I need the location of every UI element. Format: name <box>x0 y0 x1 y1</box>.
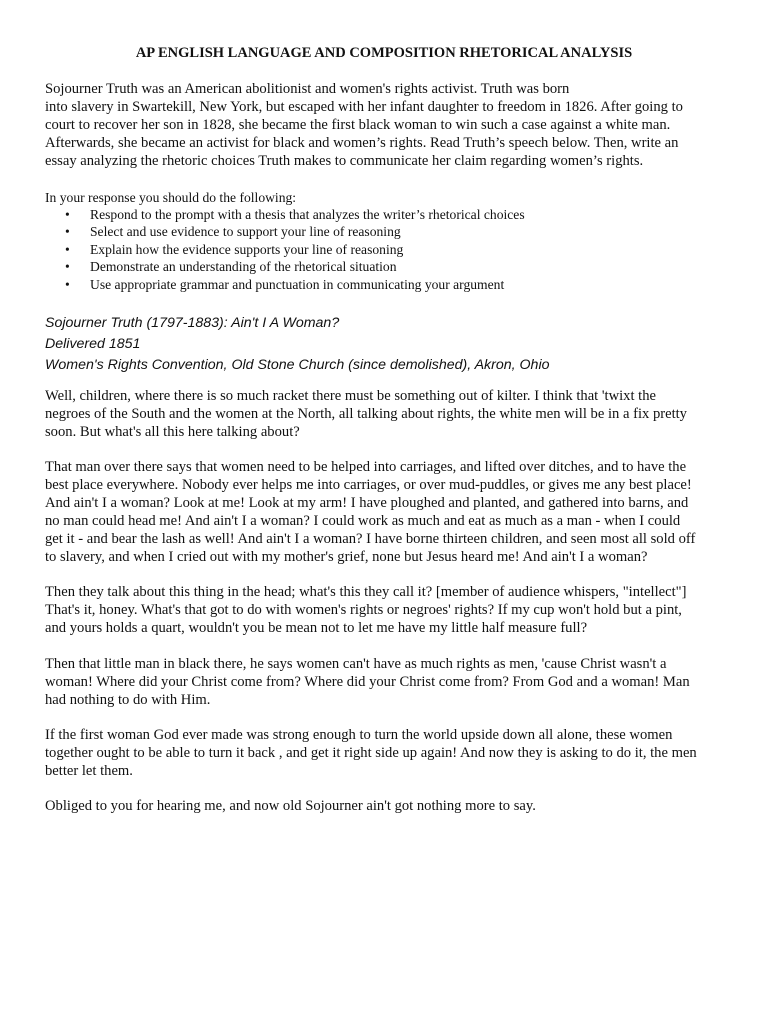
speech-paragraph <box>45 387 725 441</box>
list-item <box>45 241 525 258</box>
speech-line: Obliged to you for hearing me, and now old Sojourner ain't got nothing more to say. <box>45 798 536 814</box>
list-item-text: Respond to the prompt with a thesis that analyzes the writer’s rhetorical choices <box>90 207 525 222</box>
list-item-text: Explain how the evidence supports your line of reasoning <box>90 241 404 257</box>
speech-line: soon. But what's all this here talking about? <box>45 424 300 440</box>
speech-paragraph <box>45 458 725 566</box>
speech-line: Well, children, where there is so much racket there must be something out of kilter. I think that 'twixt the <box>45 388 656 404</box>
speech-line: had nothing to do with Him. <box>45 692 211 708</box>
speech-line: together ought to be able to turn it back , and get it right side up again! And now they is asking to do it, the men <box>45 745 697 761</box>
bullet-icon: • <box>65 224 70 240</box>
bullet-icon: • <box>65 276 70 292</box>
list-item <box>45 223 525 240</box>
speech-title: Sojourner Truth (1797-1883): Ain't I A Woman? <box>45 315 340 331</box>
speech-line: no man could head me! And ain't I a woman? I could work as much and eat as much as a man - when I could <box>45 513 681 529</box>
bullet-icon: • <box>65 259 70 275</box>
intro-line: court to recover her son in 1828, she became the first black woman to win such a case against a white man. <box>45 117 671 133</box>
list-item-text: Demonstrate an understanding of the rhetorical situation <box>90 259 397 275</box>
instructions-list <box>45 206 525 293</box>
speech-heading <box>45 313 550 376</box>
intro-line: Sojourner Truth was an American abolitionist and women's rights activist. Truth was born <box>45 81 570 97</box>
speech-paragraph <box>45 583 725 637</box>
speech-line: negroes of the South and the women at the North, all talking about rights, the white men will be in a fix pretty <box>45 406 687 422</box>
list-item <box>45 206 525 223</box>
intro-paragraph <box>45 80 725 170</box>
speech-date: Delivered 1851 <box>45 336 141 352</box>
speech-line: If the first woman God ever made was strong enough to turn the world upside down all alone, these women <box>45 727 673 743</box>
list-item <box>45 276 525 293</box>
speech-venue: Women's Rights Convention, Old Stone Church (since demolished), Akron, Ohio <box>45 357 550 373</box>
speech-line: to slavery, and when I cried out with my mother's grief, none but Jesus heard me! And ain't I a woman? <box>45 549 648 565</box>
bullet-icon: • <box>65 241 70 257</box>
list-item-text: Use appropriate grammar and punctuation in communicating your argument <box>90 276 505 292</box>
speech-line: get it - and bear the lash as well! And ain't I a woman? I have borne thirteen children, and seen most all sold off <box>45 531 696 547</box>
speech-line: better let them. <box>45 763 133 779</box>
list-item <box>45 258 525 275</box>
speech-line: best place everywhere. Nobody ever helps me into carriages, or over mud-puddles, or gives me any best place! <box>45 477 692 493</box>
speech-line: woman! Where did your Christ come from? Where did your Christ come from? From God and a woman! Man <box>45 674 690 690</box>
bullet-icon: • <box>65 207 70 222</box>
list-item-text: Select and use evidence to support your line of reasoning <box>90 224 401 240</box>
speech-paragraph <box>45 726 725 780</box>
intro-line: essay analyzing the rhetoric choices Truth makes to communicate her claim regarding women’s rights. <box>45 153 644 169</box>
intro-line: into slavery in Swartekill, New York, but escaped with her infant daughter to freedom in 1826. After going to <box>45 99 683 115</box>
speech-line: That's it, honey. What's that got to do with women's rights or negroes' rights? If my cup won't hold but a pint, <box>45 602 682 618</box>
speech-paragraph <box>45 655 725 709</box>
document-title: AP ENGLISH LANGUAGE AND COMPOSITION RHETORICAL ANALYSIS <box>135 45 633 61</box>
speech-line: Then they talk about this thing in the head; what's this they call it? [member of audience whispers, "intellect"] <box>45 584 687 600</box>
instructions-lead: In your response you should do the following: <box>45 190 297 205</box>
speech-line: That man over there says that women need to be helped into carriages, and lifted over ditches, and to have the <box>45 459 687 475</box>
intro-line: Afterwards, she became an activist for black and women’s rights. Read Truth’s speech below. Then, write an <box>45 135 679 151</box>
speech-line: Then that little man in black there, he says women can't have as much rights as men, 'cause Christ wasn't a <box>45 656 667 672</box>
speech-paragraph <box>45 797 725 815</box>
speech-line: and yours holds a quart, wouldn't you be mean not to let me have my little half measure full? <box>45 620 588 636</box>
speech-line: And ain't I a woman? Look at me! Look at my arm! I have ploughed and planted, and gathered into barns, and <box>45 495 689 511</box>
